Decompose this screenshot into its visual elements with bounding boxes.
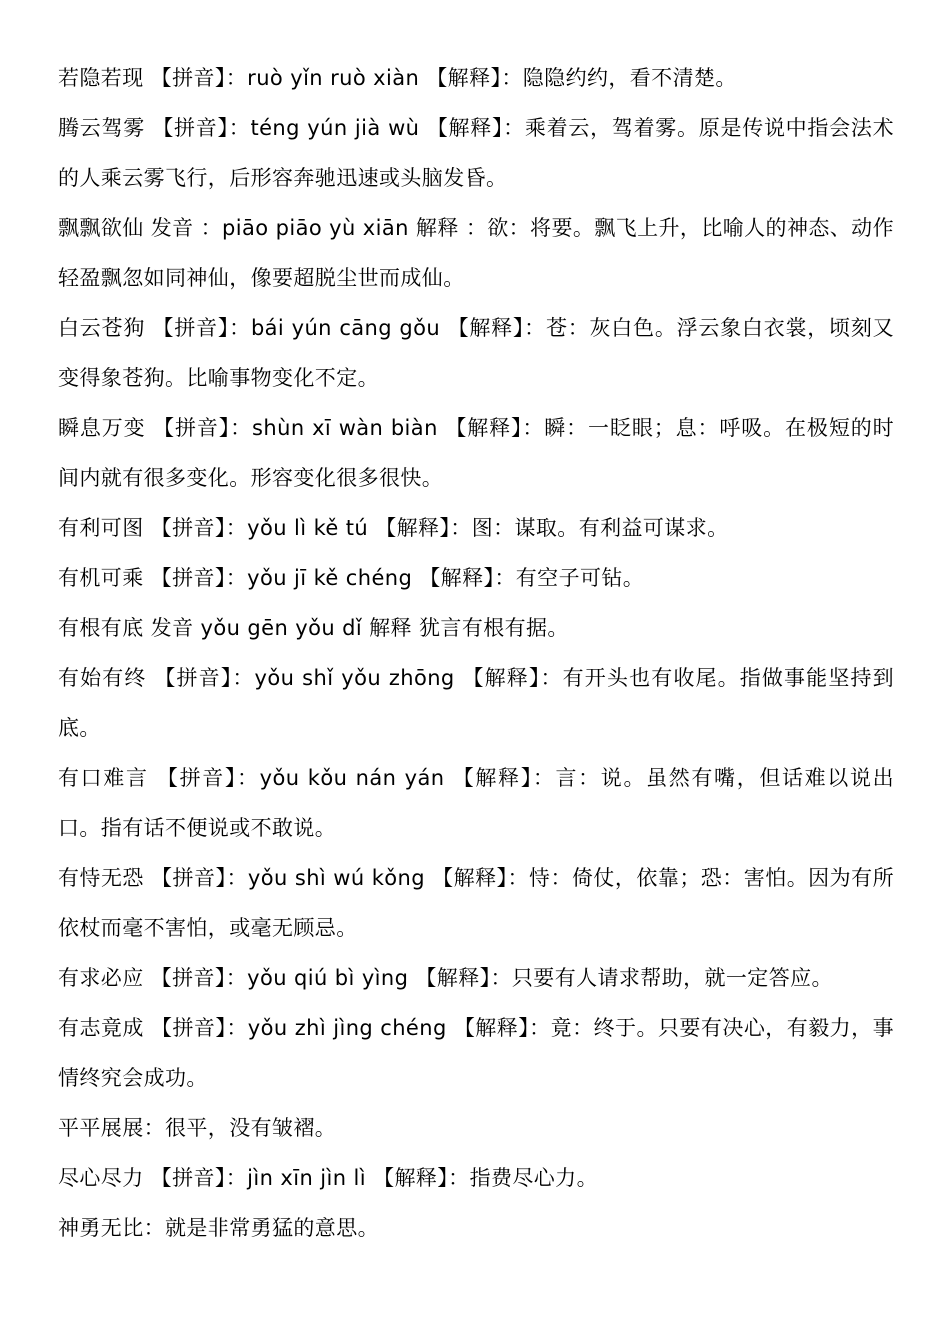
- idiom-entry-ping-ping-zhan-zhan: 平平展展：很平，没有皱褶。: [58, 1116, 337, 1140]
- idiom-entry-you-qiu-bi-ying: 有求必应 【拼音】：yǒu qiú bì yìng 【解释】：只要有人请求帮助，就一定答应。: [58, 966, 833, 990]
- idiom-entry-you-shi-you-zhong: 有始有终 【拼音】：yǒu shǐ yǒu zhōng 【解释】：有开头也有收尾。指做事能坚持到底。: [58, 666, 894, 740]
- idiom-entry-you-li-ke-tu: 有利可图 【拼音】：yǒu lì kě tú 【解释】：图：谋取。有利益可谋求。: [58, 516, 729, 540]
- idiom-entry-shun-xi-wan-bian: 瞬息万变 【拼音】：shùn xī wàn biàn 【解释】：瞬：一眨眼；息：呼吸。在极短的时间内就有很多变化。形容变化很多很快。: [58, 416, 894, 490]
- idiom-entry-you-shi-wu-kong: 有恃无恐 【拼音】：yǒu shì wú kǒng 【解释】：恃：倚仗，依靠；恐：害怕。因为有所依杖而毫不害怕，或毫无顾忌。: [58, 866, 894, 940]
- idiom-entry-jin-xin-jin-li: 尽心尽力 【拼音】：jìn xīn jìn lì 【解释】：指费尽心力。: [58, 1166, 598, 1190]
- idiom-entry-bai-yun-cang-gou: 白云苍狗 【拼音】：bái yún cāng gǒu 【解释】：苍：灰白色。浮云象白衣裳，顷刻又变得象苍狗。比喻事物变化不定。: [58, 316, 894, 390]
- idiom-entry-you-zhi-jing-cheng: 有志竟成 【拼音】：yǒu zhì jìng chéng 【解释】：竟：终于。只要有决心，有毅力，事情终究会成功。: [58, 1016, 894, 1090]
- idiom-entry-ruo-yin-ruo-xian: 若隐若现 【拼音】：ruò yǐn ruò xiàn 【解释】：隐隐约约，看不清楚。: [58, 66, 737, 90]
- idiom-entry-you-gen-you-di: 有根有底 发音 yǒu gēn yǒu dǐ 解释 犹言有根有据。: [58, 616, 569, 640]
- idiom-entry-you-ji-ke-cheng: 有机可乘 【拼音】：yǒu jī kě chéng 【解释】：有空子可钻。: [58, 566, 645, 590]
- idiom-entry-piao-piao-yu-xian: 飘飘欲仙 发音 ：piāo piāo yù xiān 解释 ：欲：将要。飘飞上升，比喻人的神态、动作轻盈飘忽如同神仙，像要超脱尘世而成仙。: [58, 216, 894, 290]
- idiom-entry-shen-yong-wu-bi: 神勇无比：就是非常勇猛的意思。: [58, 1216, 379, 1240]
- document-page: [58, 53, 894, 1253]
- idiom-entry-you-kou-nan-yan: 有口难言 【拼音】：yǒu kǒu nán yán 【解释】：言：说。虽然有嘴，但话难以说出口。指有话不便说或不敢说。: [58, 766, 894, 840]
- idiom-entry-teng-yun-jia-wu: 腾云驾雾 【拼音】：téng yún jià wù 【解释】：乘着云，驾着雾。原是传说中指会法术的人乘云雾飞行，后形容奔驰迅速或头脑发昏。: [58, 116, 894, 190]
